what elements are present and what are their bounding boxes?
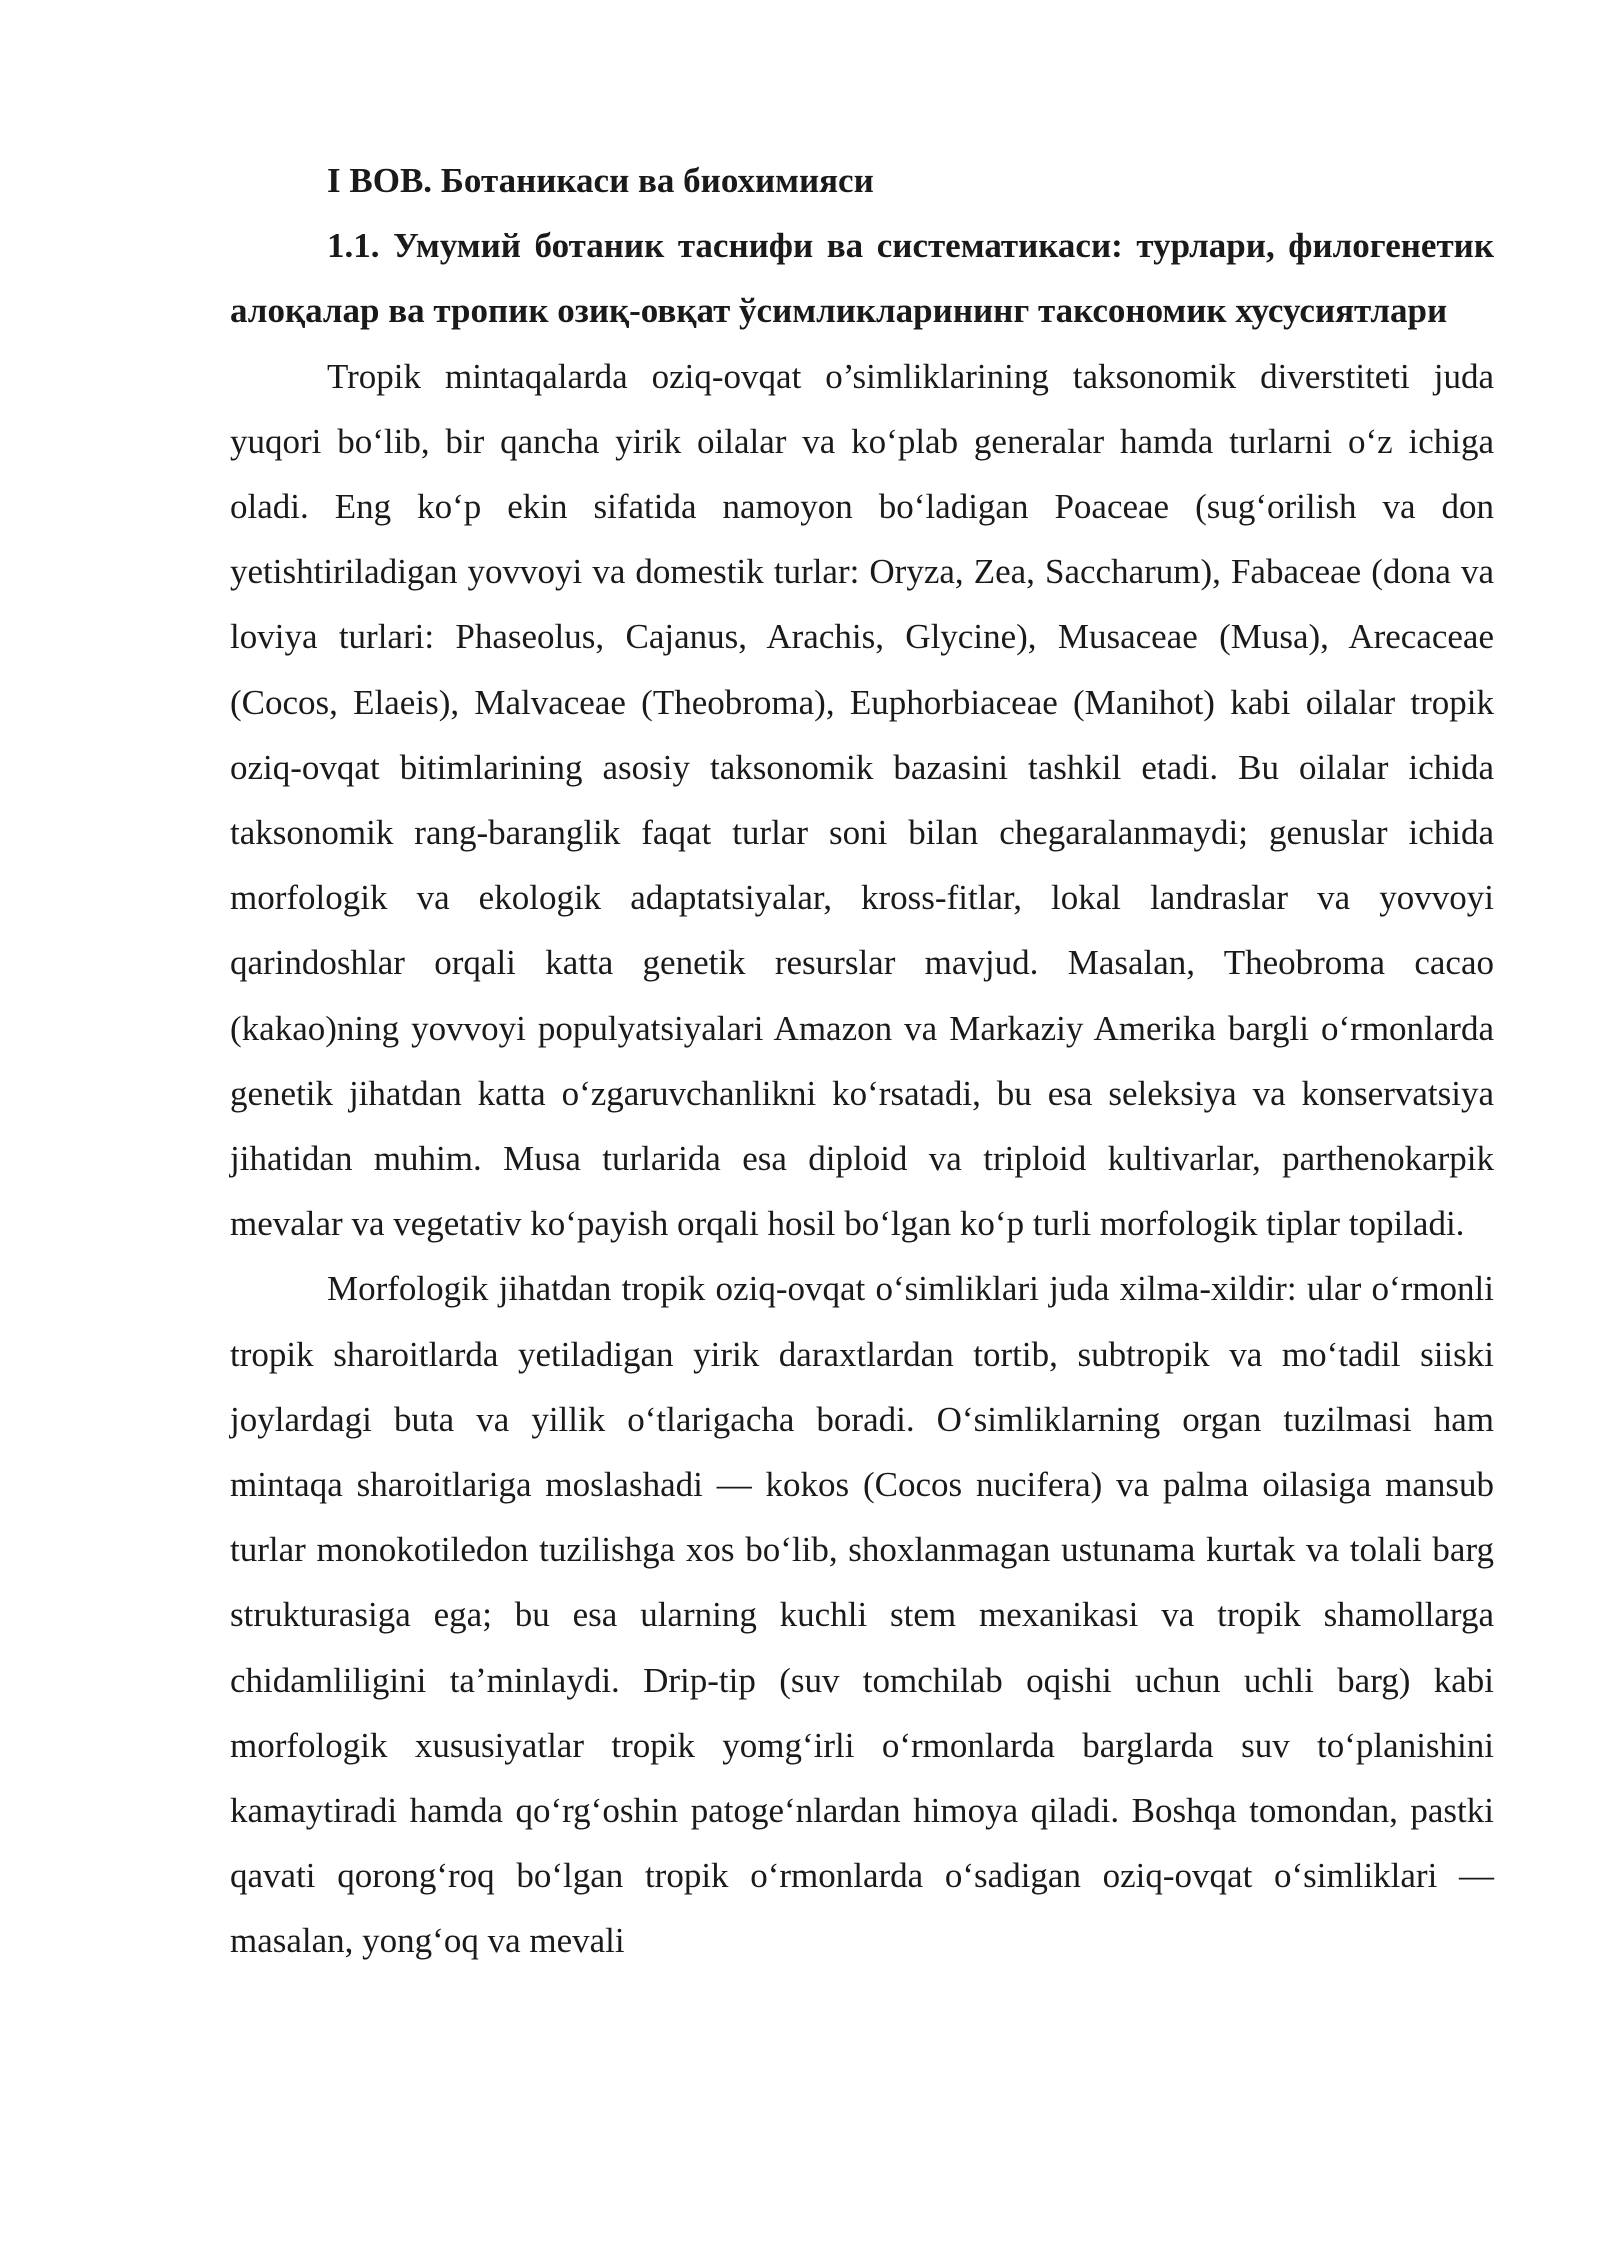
body-paragraph-1: Tropik mintaqalarda oziq-ovqat o’simliklarining taksonomik diverstiteti juda yuqori boʻlib, bir qancha yirik oilalar va koʻplab generalar hamda turlarni oʻz ichiga oladi. Eng koʻp ekin sifatida namoyon boʻladigan Poaceae (sugʻorilish va don yetishtiriladigan yovvoyi va domestik turlar: Oryza, Zea, Saccharum), Fabaceae (dona va loviya turlari: Phaseolus, Cajanus, Arachis, Glycine), Musaceae (Musa), Arecaceae (Cocos, Elaeis), Malvaceae (Theobroma), Euphorbiaceae (Manihot) kabi oilalar tropik oziq-ovqat bitimlarining asosiy taksonomik bazasini tashkil etadi. Bu oilalar ichida taksonomik rang-baranglik faqat turlar soni bilan chegaralanmaydi; genuslar ichida morfologik va ekologik adaptatsiyalar, kross-fitlar, lokal landraslar va yovvoyi qarindoshlar orqali katta genetik resurslar mavjud. Masalan, Theobroma cacao (kakao)ning yovvoyi populyatsiyalari Amazon va Markaziy Amerika bargli oʻrmonlarda genetik jihatdan katta oʻzgaruvchanlikni koʻrsatadi, bu esa seleksiya va konservatsiya jihatidan muhim. Musa turlarida esa diploid va triploid kultivarlar, parthenokarpik mevalar va vegetativ koʻpayish orqali hosil boʻlgan koʻp turli morfologik tiplar topiladi. — [230, 356, 1494, 1244]
chapter-title: I BOB. Ботаникаси ва биохимияси — [327, 161, 874, 200]
section-title: 1.1. Умумий ботаник таснифи ва систематикаси: турлари, филогенетик алоқалар ва тропик озиқ-овқат ўсимликларининг таксономик хусусиятлари — [230, 226, 1494, 331]
document-body — [230, 148, 1494, 1974]
body-paragraph-2: Morfologik jihatdan tropik oziq-ovqat oʻsimliklari juda xilma-xildir: ular oʻrmonli tropik sharoitlarda yetiladigan yirik daraxtlardan tortib, subtropik va moʻtadil siiski joylardagi buta va yillik oʻtlarigacha boradi. Oʻsimliklarning organ tuzilmasi ham mintaqa sharoitlariga moslashadi — kokos (Cocos nucifera) va palma oilasiga mansub turlar monokotiledon tuzilishga xos boʻlib, shoxlanmagan ustunama kurtak va tolali barg strukturasiga ega; bu esa ularning kuchli stem mexanikasi va tropik shamollarga chidamliligini taʼminlaydi. Drip-tip (suv tomchilab oqishi uchun uchli barg) kabi morfologik xususiyatlar tropik yomgʻirli oʻrmonlarda barglarda suv toʻplanishini kamaytiradi hamda qoʻrgʻoshin patogeʻnlardan himoya qiladi. Boshqa tomondan, pastki qavati qorongʻroq boʻlgan tropik oʻrmonlarda oʻsadigan oziq-ovqat oʻsimliklari — masalan, yongʻoq va mevali — [230, 1269, 1494, 1961]
